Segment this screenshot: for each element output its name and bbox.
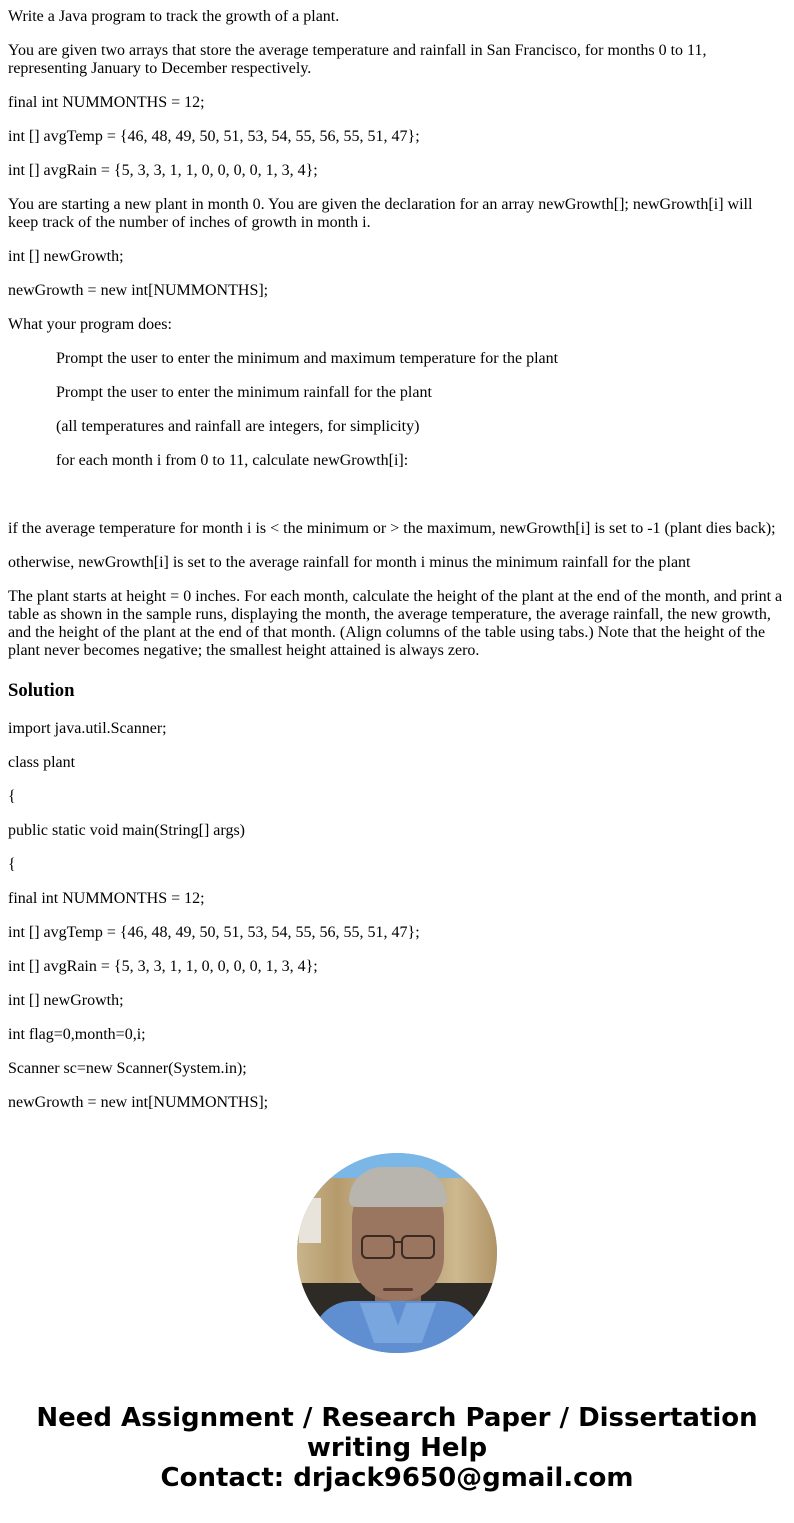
promo-line-1: Need Assignment / Research Paper / Dissertation: [36, 1403, 758, 1433]
code-line: {: [8, 788, 16, 805]
tutor-avatar-photo: [297, 1153, 497, 1353]
code-line: int [] avgRain = {5, 3, 3, 1, 1, 0, 0, 0, 0, 1, 3, 4};: [8, 958, 318, 975]
rule-dies-back: if the average temperature for month i is < the minimum or > the maximum, newGrowth[i] is set to -1 (plant dies back);: [8, 520, 776, 537]
code-line: {: [8, 856, 16, 873]
step-item: (all temperatures and rainfall are integers, for simplicity): [56, 418, 420, 435]
arrays-description: You are given two arrays that store the average temperature and rainfall in San Francisco, for months 0 to 11, representing January to December respectively.: [8, 42, 707, 77]
code-line: newGrowth = new int[NUMMONTHS];: [8, 1094, 269, 1111]
avatar-glasses-left: [361, 1235, 395, 1259]
avgrain-declaration: int [] avgRain = {5, 3, 3, 1, 1, 0, 0, 0, 0, 1, 3, 4};: [8, 162, 318, 179]
avatar-glasses-right: [401, 1235, 435, 1259]
code-line: final int NUMMONTHS = 12;: [8, 890, 205, 907]
document-body: [8, 8, 786, 1128]
newgrowth-declaration: int [] newGrowth;: [8, 248, 124, 265]
step-item: for each month i from 0 to 11, calculate newGrowth[i]:: [56, 452, 409, 469]
newgrowth-allocation: newGrowth = new int[NUMMONTHS];: [8, 282, 269, 299]
code-line: import java.util.Scanner;: [8, 720, 167, 737]
what-program-does-heading: What your program does:: [8, 316, 172, 333]
avatar-hair: [349, 1167, 447, 1207]
height-description: The plant starts at height = 0 inches. For each month, calculate the height of the plant at the end of the month, and print a table as shown in the sample runs, displaying the month, the average temperature, the average rainfall, the new growth, and the height of the plant at the end of that month. (Align columns of the table using tabs.) Note that the height of the plant never becomes negative; the smallest height attained is always zero.: [8, 588, 783, 659]
promo-contact: Contact: drjack9650@gmail.com: [160, 1463, 634, 1493]
code-line: Scanner sc=new Scanner(System.in);: [8, 1060, 247, 1077]
intro-paragraph: Write a Java program to track the growth of a plant.: [8, 8, 340, 25]
solution-heading: Solution: [8, 680, 75, 701]
code-line: int [] avgTemp = {46, 48, 49, 50, 51, 53, 54, 55, 56, 55, 51, 47};: [8, 924, 420, 941]
promo-banner: [0, 1403, 794, 1493]
code-line: int flag=0,month=0,i;: [8, 1026, 146, 1043]
spacer: [8, 486, 786, 520]
step-item: Prompt the user to enter the minimum rainfall for the plant: [56, 384, 432, 401]
code-line: int [] newGrowth;: [8, 992, 124, 1009]
avatar-mouth: [383, 1288, 413, 1291]
rule-otherwise: otherwise, newGrowth[i] is set to the average rainfall for month i minus the minimum rainfall for the plant: [8, 554, 691, 571]
avatar-glasses-bridge: [393, 1241, 403, 1243]
promo-line-2: writing Help: [306, 1433, 488, 1463]
avatar-background-switchboard: [299, 1198, 321, 1243]
newgrowth-description: You are starting a new plant in month 0. You are given the declaration for an array newGrowth[]; newGrowth[i] will keep track of the number of inches of growth in month i.: [8, 196, 753, 231]
step-item: Prompt the user to enter the minimum and maximum temperature for the plant: [56, 350, 559, 367]
nummonths-declaration: final int NUMMONTHS = 12;: [8, 94, 205, 111]
avgtemp-declaration: int [] avgTemp = {46, 48, 49, 50, 51, 53, 54, 55, 56, 55, 51, 47};: [8, 128, 420, 145]
code-line: public static void main(String[] args): [8, 822, 245, 839]
code-line: class plant: [8, 754, 76, 771]
